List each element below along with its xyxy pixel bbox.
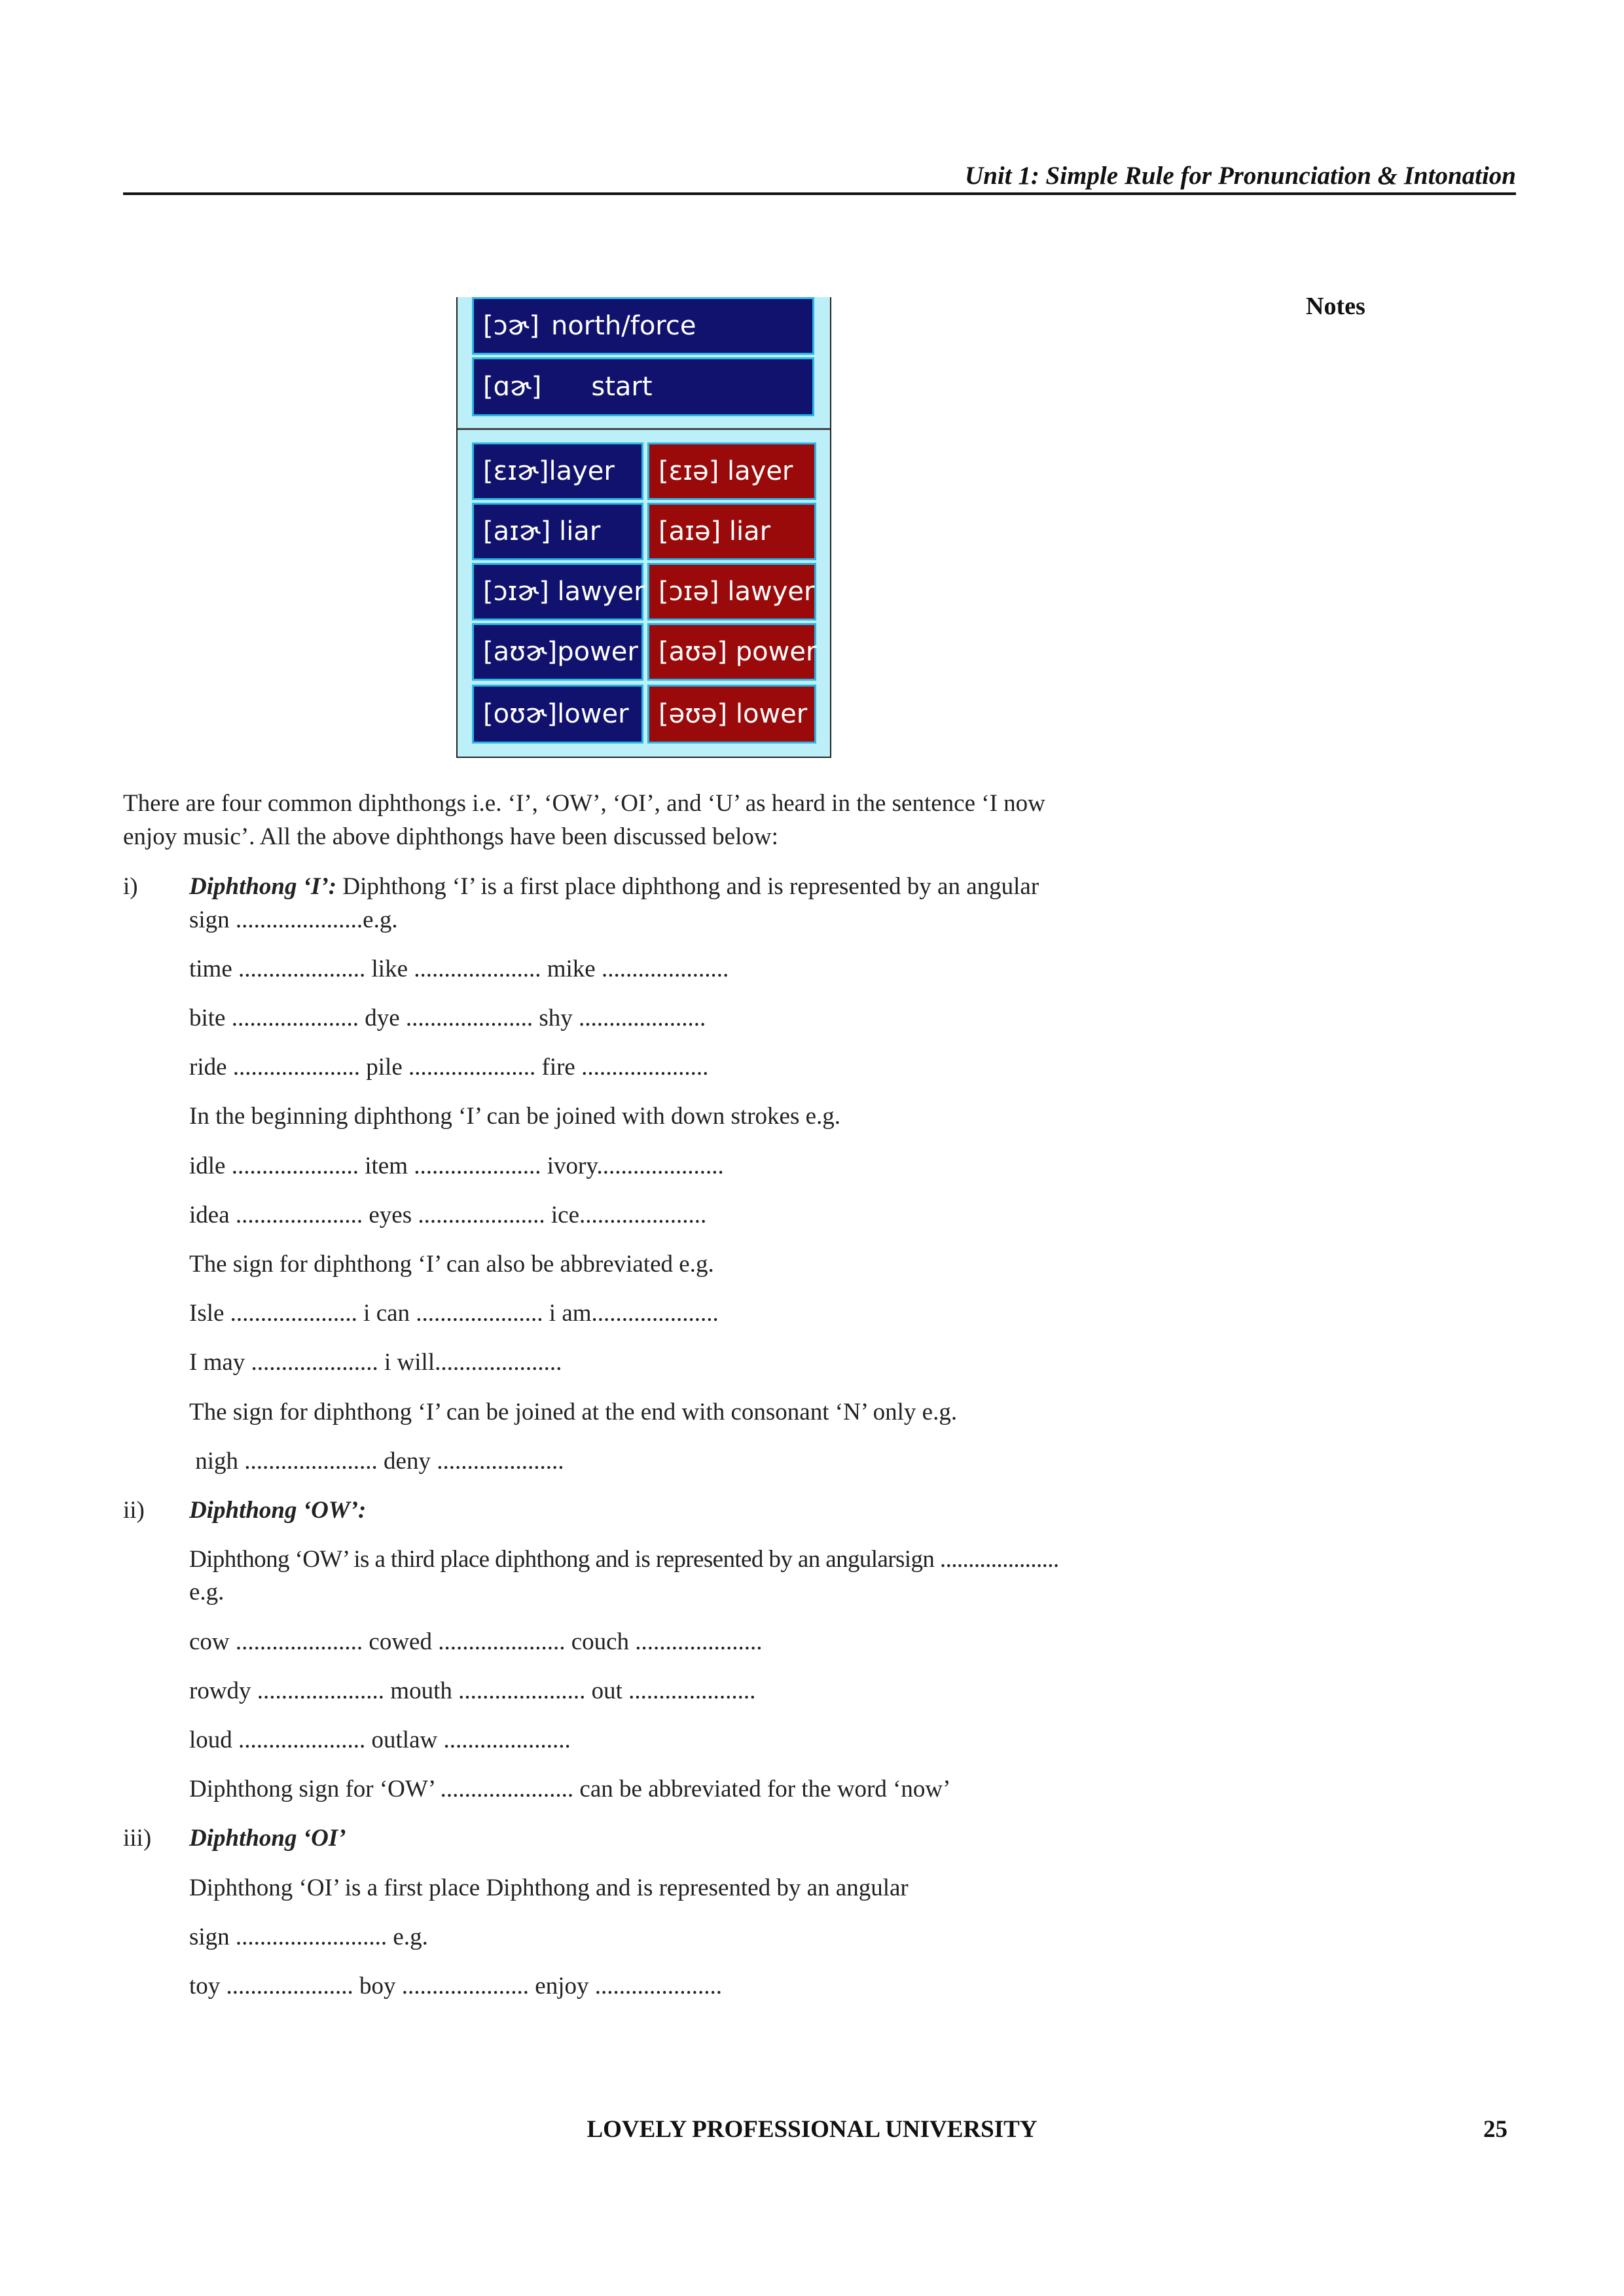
ipa-cell-nonrhotic-layer: [ɛɪə] layer bbox=[647, 442, 816, 500]
example-row: rowdy ..................... mouth ..................... out ..................... bbox=[189, 1677, 756, 1704]
section-number: iii) bbox=[123, 1825, 152, 1852]
ipa-symbol: [ɑɚ] bbox=[483, 372, 542, 402]
ipa-cell-start bbox=[472, 357, 814, 416]
ipa-cell-rhotic-layer: [ɛɪɚ]layer bbox=[472, 442, 643, 500]
page-number: 25 bbox=[1483, 2116, 1507, 2143]
section-desc-line-1: Diphthong ‘OW’ is a third place diphthong and is represented by an angularsign ..................... bbox=[189, 1546, 1059, 1573]
ipa-chart-figure bbox=[456, 297, 831, 758]
ipa-cell-north-force bbox=[472, 297, 814, 355]
ipa-cell-nonrhotic-power: [aʊə] power bbox=[647, 623, 816, 681]
ipa-cell-nonrhotic-lower: [əʊə] lower bbox=[647, 685, 816, 744]
ipa-symbol: [ɔɚ] bbox=[483, 311, 539, 341]
example-row: cow ..................... cowed ..................... couch ..................... bbox=[189, 1628, 763, 1655]
example-row: Isle ..................... i can ..................... i am..................... bbox=[189, 1300, 719, 1327]
intro-line-2: enjoy music’. All the above diphthongs have been discussed below: bbox=[123, 823, 778, 850]
section-desc-line-2: e.g. bbox=[189, 1579, 225, 1605]
header-rule bbox=[123, 192, 1516, 195]
ipa-cell-rhotic-power: [aʊɚ]power bbox=[472, 623, 643, 681]
ipa-cell-rhotic-lawyer: [ɔɪɚ] lawyer bbox=[472, 563, 643, 620]
example-row: idle ..................... item ..................... ivory..................... bbox=[189, 1153, 724, 1179]
section-note: In the beginning diphthong ‘I’ can be joined with down strokes e.g. bbox=[189, 1103, 841, 1130]
section-heading: Diphthong ‘I’: bbox=[189, 873, 337, 900]
section-desc-line-1 bbox=[189, 870, 1039, 903]
example-row: toy ..................... boy ..................... enjoy ..................... bbox=[189, 1973, 722, 2000]
footer-university: LOVELY PROFESSIONAL UNIVERSITY bbox=[586, 2116, 1038, 2143]
example-row: bite ..................... dye ..................... shy ..................... bbox=[189, 1005, 706, 1031]
notes-label: Notes bbox=[1306, 293, 1365, 320]
example-row: I may ..................... i will..................... bbox=[189, 1349, 562, 1376]
example-row: loud ..................... outlaw ..................... bbox=[189, 1727, 571, 1753]
section-note: Diphthong sign for ‘OW’ ...................... can be abbreviated for the word ‘now’ bbox=[189, 1776, 951, 1803]
ipa-cell-rhotic-lower: [oʊɚ]lower bbox=[472, 685, 643, 744]
section-heading: Diphthong ‘OI’ bbox=[189, 1825, 346, 1852]
chart-divider bbox=[458, 428, 830, 430]
ipa-word: north/force bbox=[550, 311, 696, 341]
section-desc-text: Diphthong ‘I’ is a first place diphthong and is represented by an angular bbox=[336, 873, 1039, 900]
section-desc-line-1: Diphthong ‘OI’ is a first place Diphthong and is represented by an angular bbox=[189, 1874, 909, 1901]
ipa-cell-rhotic-liar: [aɪɚ] liar bbox=[472, 503, 643, 560]
example-row: ride ..................... pile ..................... fire ..................... bbox=[189, 1054, 709, 1081]
section-note: The sign for diphthong ‘I’ can also be abbreviated e.g. bbox=[189, 1251, 714, 1278]
section-note: The sign for diphthong ‘I’ can be joined at the end with consonant ‘N’ only e.g. bbox=[189, 1399, 958, 1426]
section-desc-line-2: sign ......................... e.g. bbox=[189, 1924, 428, 1950]
unit-title: Unit 1: Simple Rule for Pronunciation & Intonation bbox=[965, 162, 1516, 190]
ipa-cell-nonrhotic-lawyer: [ɔɪə] lawyer bbox=[647, 563, 816, 620]
ipa-cell-nonrhotic-liar: [aɪə] liar bbox=[647, 503, 816, 560]
section-number: i) bbox=[123, 873, 138, 900]
ipa-word: start bbox=[591, 372, 653, 402]
section-desc-line-2: sign .....................e.g. bbox=[189, 906, 398, 933]
intro-line-1: There are four common diphthongs i.e. ‘I’, ‘OW’, ‘OI’, and ‘U’ as heard in the sentence ‘I now bbox=[123, 790, 1045, 817]
section-heading: Diphthong ‘OW’: bbox=[189, 1497, 367, 1524]
example-row: nigh ...................... deny ..................... bbox=[189, 1448, 564, 1475]
section-number: ii) bbox=[123, 1497, 145, 1524]
example-row: idea ..................... eyes ..................... ice..................... bbox=[189, 1202, 707, 1229]
example-row: time ..................... like ..................... mike ..................... bbox=[189, 956, 729, 982]
